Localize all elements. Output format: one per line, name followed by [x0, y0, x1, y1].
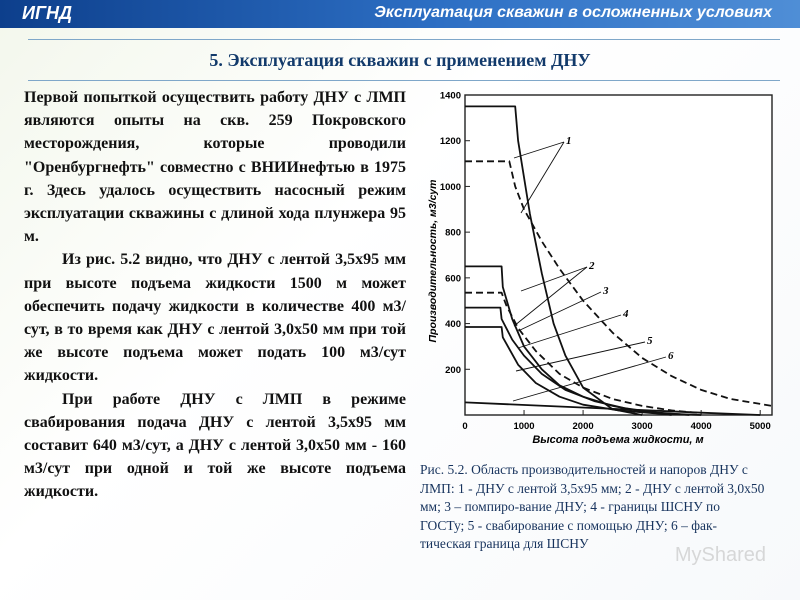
x-tick-label: 4000: [690, 421, 712, 432]
curve-label-2: 2: [589, 260, 595, 272]
y-tick-label: 1200: [439, 136, 461, 148]
x-axis-label: Высота подъема жидкости, м: [532, 434, 704, 446]
section-title: 5. Эксплуатация скважин с применением ДНУ: [209, 50, 591, 70]
y-tick-label: 200: [445, 364, 461, 376]
paragraph-1: Первой попыткой осуществить работу ДНУ с ЛМП являются опыты на скв. 259 Покровского месторождения, которые проводили "Оренбургнефть" совместно с ВНИИнефтью в 1975 г. Здесь удалось осуществить насосный режим эксплуатации скважины с длиной хода плунжера 95 м.: [24, 89, 406, 246]
body-text: [24, 86, 406, 504]
paragraph-3: При работе ДНУ с ЛМП в режиме свабирования подача ДНУ с лентой 3,5х95 мм составит 640 м3/сут, а ДНУ с лентой 3,0х50 мм - 160 м3/сут при одной и той же высоте подъема жидкости.: [24, 390, 406, 501]
title-divider: [28, 80, 780, 81]
top-divider: [28, 39, 780, 40]
y-tick-label: 600: [445, 273, 461, 285]
curve-label-5: 5: [647, 335, 653, 347]
y-axis-label: Производительность, м3/сут: [427, 179, 439, 343]
header-bar: [0, 0, 800, 28]
presentation-title: Эксплуатация скважин в осложненных условиях: [374, 4, 772, 21]
brand-logo-text: ИГНД: [22, 3, 72, 23]
y-tick-label: 800: [445, 227, 461, 239]
x-tick-label: 5000: [749, 421, 771, 432]
x-tick-label: 1000: [513, 421, 535, 432]
plot-frame: [465, 95, 772, 415]
figure-5-2-chart: [418, 86, 788, 456]
x-tick-label: 2000: [572, 421, 594, 432]
figure-caption: Рис. 5.2. Область производительностей и напоров ДНУ с ЛМП: 1 - ДНУ с лентой 3,5х95 мм; 2 - ДНУ с лентой 3,0х50 мм; 3 – помпиро-вание ДНУ; 4 - границы ШСНУ по ГОСТу; 5 - свабирование с помощью ДНУ; 6 – фак-тическая граница для ШСНУ: [420, 462, 765, 551]
curve-label-1: 1: [566, 135, 572, 147]
curve-label-4: 4: [623, 308, 629, 320]
watermark: MyShared: [674, 544, 766, 566]
x-tick-label: 3000: [631, 421, 653, 432]
x-tick-label: 0: [462, 421, 468, 432]
paragraph-2: Из рис. 5.2 видно, что ДНУ с лентой 3,5х95 мм при высоте подъема жидкости 1500 м может обеспечить подачу жидкости в количестве 400 м3/сут, в то время как ДНУ с лентой 3,0х50 мм при той же высоте подъема может подать 100 м3/сут жидкости.: [24, 251, 406, 385]
curve-label-6: 6: [668, 350, 674, 362]
y-tick-label: 1400: [439, 90, 461, 102]
y-tick-label: 400: [445, 319, 461, 331]
curve-label-3: 3: [603, 285, 609, 297]
y-tick-label: 1000: [439, 181, 461, 193]
